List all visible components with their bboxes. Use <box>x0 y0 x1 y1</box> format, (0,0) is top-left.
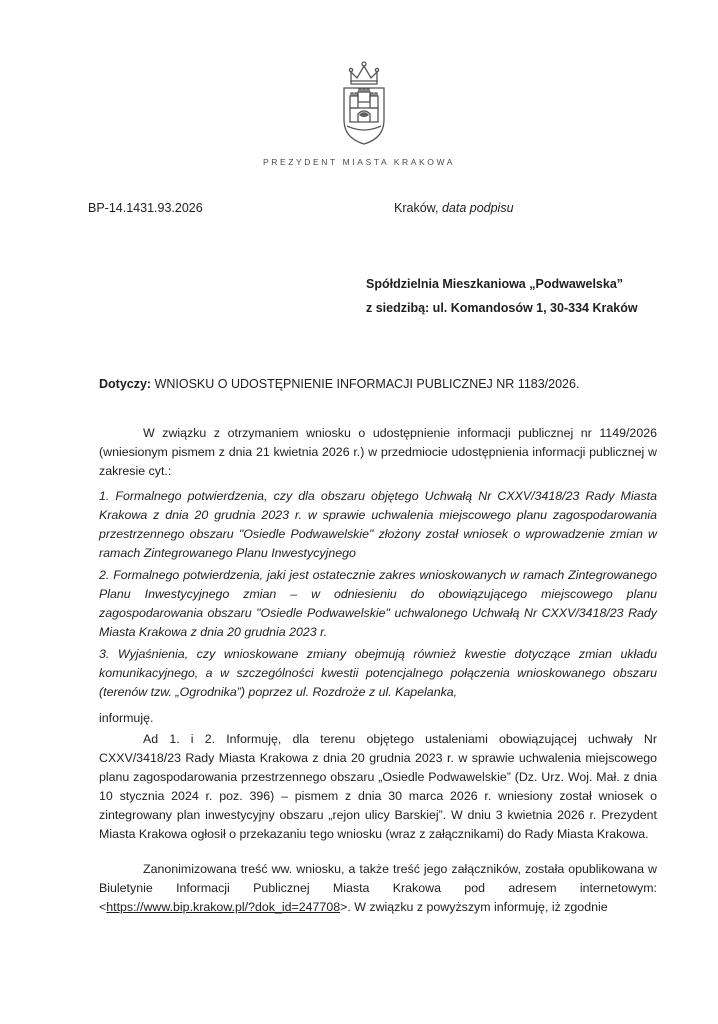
request-item-1: 1. Formalnego potwierdzenia, czy dla obszaru objętego Uchwałą Nr CXXV/3418/23 Rady Miasta Krakowa z dnia 20 grudnia 2023 r. w sprawie uchwalenia miejscowego planu zagospodarowania przestrzennego obszaru "Osiedle Podwawelskie" złożony został wniosek o wprowadzenie zmian w ramach Zintegrowanego Planu Inwestycyjnego <box>99 489 657 560</box>
answer-paragraph: Ad 1. i 2. Informuję, dla terenu objętego ustaleniami obowiązującej uchwały Nr CXXV/3418/23 Rady Miasta Krakowa z dnia 20 grudnia 2023 r. w sprawie uchwalenia miejscowego planu zagospodarowania przestrzennego obszaru „Osiedle Podwawelskie” (Dz. Urz. Woj. Mał. z dnia 10 stycznia 2024 r. poz. 396) – pismem z dnia 30 marca 2026 r. wniesiony został wniosek o zintegrowany plan inwestycyjny obszaru „rejon ulicy Barskiej”. W dniu 3 kwietnia 2026 r. Prezydent Miasta Krakowa ogłosił o przekazaniu tego wniosku (wraz z załącznikami) do Rady Miasta Krakowa. <box>99 732 657 841</box>
krakow-coat-of-arms-icon <box>339 58 389 146</box>
recipient-address: z siedzibą: ul. Komandosów 1, 30-334 Kraków <box>366 301 638 315</box>
place: Kraków, <box>394 201 439 215</box>
subject-line <box>99 377 579 391</box>
place-date <box>394 201 514 215</box>
date: data podpisu <box>441 201 514 215</box>
publication-text-end: >. W związku z powyższym informuję, iż zgodnie <box>340 900 608 914</box>
request-item-2: 2. Formalnego potwierdzenia, jaki jest ostatecznie zakres wnioskowanych w ramach Zintegrowanego Planu Inwestycyjnego zmian – w odniesieniu do obowiązującego miejscowego planu zagospodarowania obszaru "Osiedle Podwawelskie" uchwalonego Uchwałą Nr CXXV/3418/23 Rady Miasta Krakowa z dnia 20 grudnia 2023 r. <box>99 568 657 639</box>
intro-paragraph: W związku z otrzymaniem wniosku o udostępnienie informacji publicznej nr 1149/2026 (wniesionym pismem z dnia 21 kwietnia 2026 r.) w przedmiocie udostępnienia informacji publicznej w zakresie cyt.: <box>99 426 657 478</box>
publication-paragraph <box>99 860 657 917</box>
document-reference: BP-14.1431.93.2026 <box>88 201 203 215</box>
inform-line: informuję. <box>99 711 154 725</box>
bip-link[interactable]: https://www.bip.krakow.pl/?dok_id=247708 <box>106 900 341 914</box>
institution-name: PREZYDENT MIASTA KRAKOWA <box>262 157 456 167</box>
subject-text: WNIOSKU O UDOSTĘPNIENIE INFORMACJI PUBLICZNEJ NR 1183/2026. <box>154 377 580 391</box>
recipient-name: Spółdzielnia Mieszkaniowa „Podwawelska” <box>366 277 624 291</box>
publication-text: Zanonimizowana treść ww. wniosku, a także treść jego załączników, została opublikowana w Biuletynie Informacji Publicznej Miasta Krakowa pod adresem internetowym: < <box>99 862 657 914</box>
request-item-3: 3. Wyjaśnienia, czy wnioskowane zmiany obejmują również kwestie dotyczące zmian układu komunikacyjnego, a w szczególności kwestii potencjalnego połączenia wnioskowanego obszaru (terenów tzw. „Ogrodnika”) poprzez ul. Rozdroże z ul. Kapelanka, <box>99 647 657 699</box>
subject-label: Dotyczy: <box>99 377 152 391</box>
